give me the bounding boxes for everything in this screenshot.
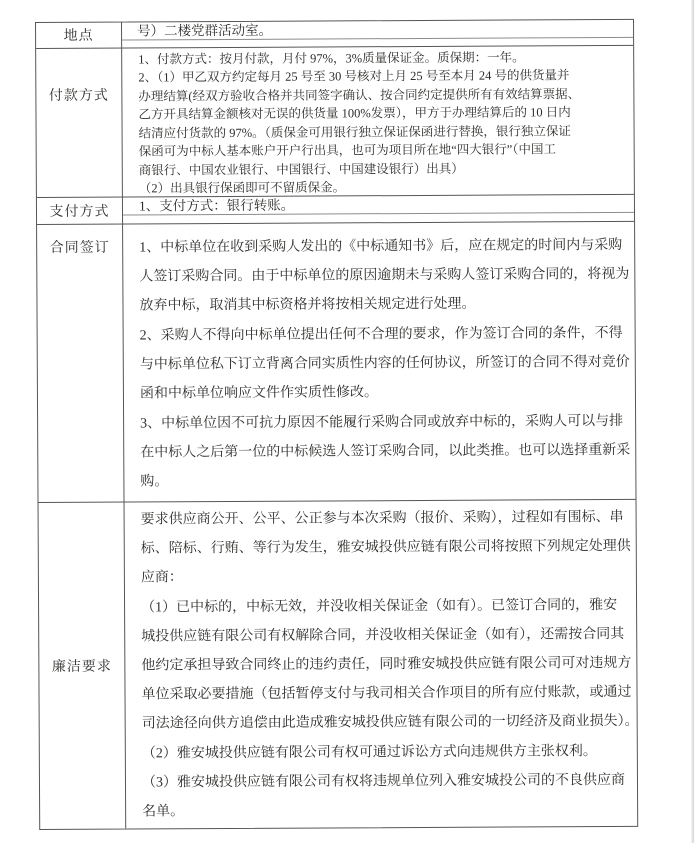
text-line: （3）雅安城投供应链有限公司有权将违规单位列入雅安城投公司的不良供应商 <box>141 772 626 791</box>
text-line: 1、支付方式：银行转账。 <box>138 197 295 214</box>
text-line: 放弃中标，取消其中标资格并将按相关规定进行处理。 <box>139 297 476 314</box>
content-lines <box>122 46 634 197</box>
content-lines <box>123 195 634 216</box>
text-line: 人签订采购合同。由于中标单位的原因逾期未与采购人签订采购合同的，将视为 <box>139 267 630 285</box>
text-line: 1、中标单位在收到采购人发出的《中标通知书》后，应在规定的时间内与采购 <box>139 237 623 256</box>
text-line: 3、中标单位因不可抗力原因不能履行采购合同或放弃中标的，采购人可以与排 <box>140 413 624 432</box>
text-line: 乙方开具结算金额核对无误的供货量 100%发票），甲方于办理结算后的 10 日内 <box>138 105 571 122</box>
text-line: 2、采购人不得向中标单位提出任何不合理的要求，作为签订合同的条件，不得 <box>139 325 623 344</box>
table-row-contract-signing <box>37 222 635 503</box>
table-row-location <box>36 20 633 49</box>
text-line: 号）二楼党群活动室。 <box>137 22 273 39</box>
text-line: 商银行、中国农业银行、中国银行、中国建设银行）出具） <box>138 161 464 178</box>
row-label-contract-signing: 合同签订 <box>37 224 124 502</box>
row-label-payment-method: 支付方式 <box>37 197 123 223</box>
text-line: 结清应付货款的 97%。（质保金可用银行独立保证保函进行替换，银行独立保证 <box>138 124 571 141</box>
contract-terms-table <box>35 19 638 830</box>
text-line: 与中标单位私下订立背离合同实质性内容的任何协议，所签订的合同不得对竞价 <box>139 354 630 373</box>
text-line: 名单。 <box>142 804 185 820</box>
text-line: 单位采取必要措施（包括暂停支付与我司相关合作项目的所有应付账款，或通过 <box>141 685 632 703</box>
text-line: （1）已中标的，中标无效，并没收相关保证金（如有）。已签订合同的，雅安 <box>141 597 618 616</box>
text-line: 1、付款方式：按月付款，月付 97%，3%质量保证金。质保期：一年。 <box>138 50 525 67</box>
text-line: 他约定承担导致合同终止的违约责任，同时雅安城投供应链有限公司可对违规方 <box>141 655 632 674</box>
table-row-payment-method <box>37 195 634 225</box>
table-row-payment-terms <box>36 46 634 198</box>
text-line: 应商： <box>140 570 183 586</box>
text-line: 司法途径向供方追偿由此造成雅安城投供应链有限公司的一切经济及商业损失）。 <box>141 714 639 732</box>
text-line: （2）雅安城投供应链有限公司有权可通过诉讼方式向违规供方主张权利。 <box>141 743 597 762</box>
text-line: 购。 <box>140 474 169 490</box>
text-line: 在中标人之后第一位的中标候选人签订采购合同，以此类推。也可以选择重新采 <box>140 442 631 461</box>
table-row-integrity-requirements <box>39 500 638 829</box>
content-lines <box>125 500 638 829</box>
row-label-location: 地点 <box>36 23 122 48</box>
content-lines <box>122 20 633 41</box>
text-line: 函和中标单位响应文件作实质性修改。 <box>139 385 378 402</box>
content-lines <box>123 222 635 502</box>
row-content-payment-method <box>123 195 634 224</box>
row-content-location <box>122 20 633 48</box>
row-label-payment-terms: 付款方式 <box>36 48 123 196</box>
text-line: 2、（1）甲乙双方约定每月 25 号至 30 号核对上月 25 号至本月 24 号的供货量并 <box>138 68 570 85</box>
text-line: （2）出具银行保函即可不留质保金。 <box>138 180 346 196</box>
row-label-integrity-requirements: 廉洁要求 <box>39 503 127 829</box>
text-line: 标、陪标、行贿、等行为发生，雅安城投供应链有限公司将按照下列规定处理供 <box>140 539 631 557</box>
text-line: 城投供应链有限公司有权解除合同，并没收相关保证金（如有），还需按合同其 <box>141 626 625 645</box>
text-line: 办理结算(经双方验收合格并共同签字确认、按合同约定提供所有有效结算票据、 <box>138 87 581 104</box>
text-line: 保函可为中标人基本账户开户行出具，也可为项目所在地“四大银行”（中国工 <box>138 142 557 159</box>
text-line: 要求供应商公开、公平、公正参与本次采购（报价、采购），过程如有围标、串 <box>140 509 624 528</box>
